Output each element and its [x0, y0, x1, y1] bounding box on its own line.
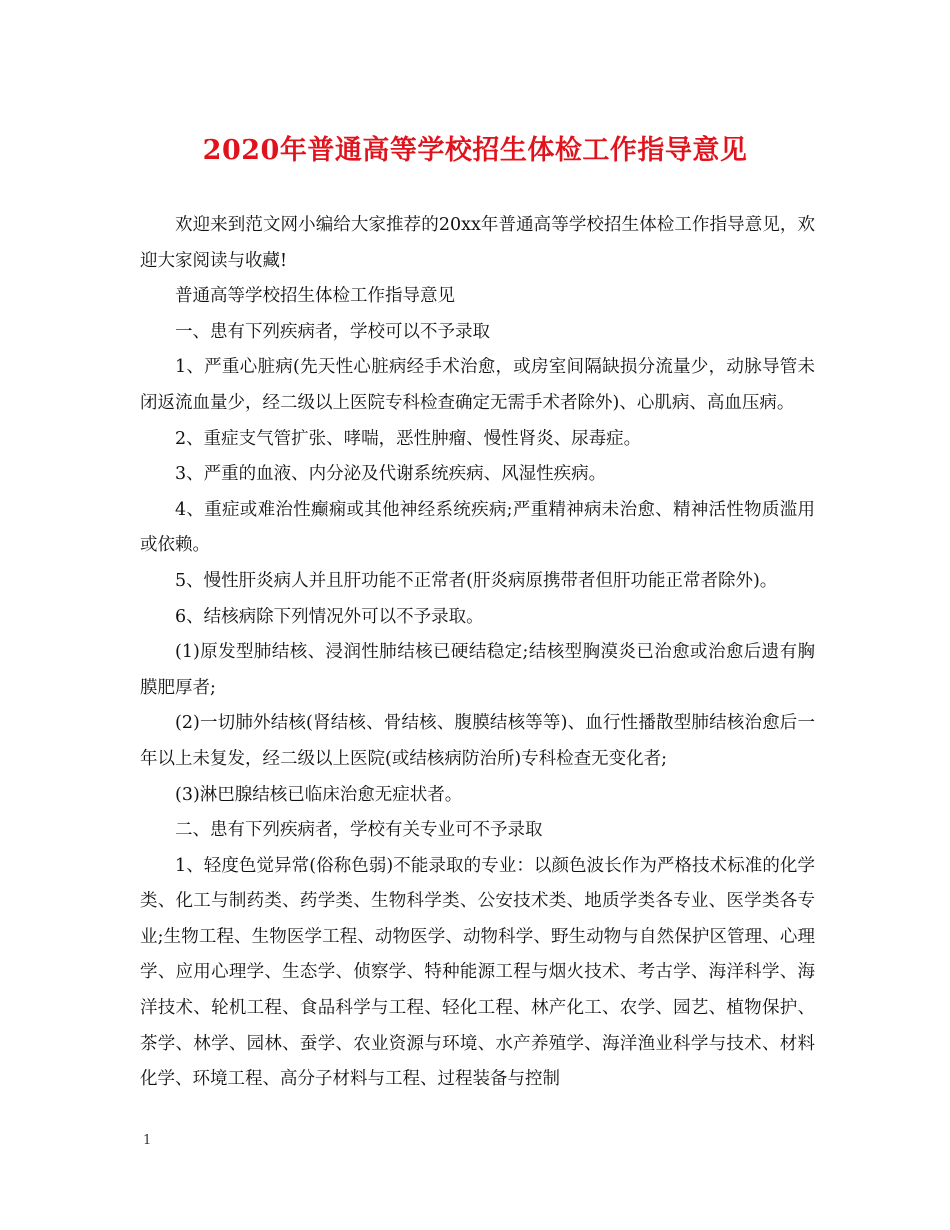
list-item: 3、严重的血液、内分泌及代谢系统疾病、风湿性疾病。 [175, 464, 607, 485]
sub-list-item: (1)原发型肺结核、浸润性肺结核已硬结稳定;结核型胸漠炎已治愈或治愈后遗有胸膜肥厚者; [140, 642, 815, 698]
paragraph-subtitle: 普通高等学校招生体检工作指导意见 [175, 286, 455, 307]
document-title: 2020年普通高等学校招生体检工作指导意见 [202, 135, 748, 166]
section-heading-1: 一、患有下列疾病者，学校可以不予录取 [175, 321, 490, 342]
list-item: 6、结核病除下列情况外可以不予录取。 [175, 606, 484, 627]
section-heading-2: 二、患有下列疾病者，学校有关专业可不予录取 [175, 820, 543, 841]
paragraph-intro: 欢迎来到范文网小编给大家推荐的20xx年普通高等学校招生体检工作指导意见，欢迎大家阅读与收藏! [140, 215, 815, 271]
page-number: 1 [143, 1133, 152, 1148]
list-item: 1、严重心脏病(先天性心脏病经手术治愈，或房室间隔缺损分流量少，动脉导管未闭返流血量少，经二级以上医院专科检查确定无需手术者除外)、心肌病、高血压病。 [140, 357, 815, 413]
list-item: 4、重症或难治性癫痫或其他神经系统疾病;严重精神病未治愈、精神活性物质滥用或依赖。 [140, 499, 815, 556]
list-item: 5、慢性肝炎病人并且肝功能不正常者(肝炎病原携带者但肝功能正常者除外)。 [175, 570, 778, 591]
sub-list-item: (2)一切肺外结核(肾结核、骨结核、腹膜结核等等)、血行性播散型肺结核治愈后一年以上未复发，经二级以上医院(或结核病防治所)专科检查无变化者; [140, 713, 815, 769]
sub-list-item: (3)淋巴腺结核已临床治愈无症状者。 [175, 784, 463, 805]
document-body [140, 208, 815, 1098]
list-item: 2、重症支气管扩张、哮喘，恶性肿瘤、慢性肾炎、尿毒症。 [175, 428, 642, 449]
list-item: 1、轻度色觉异常(俗称色弱)不能录取的专业：以颜色波长作为严格技术标准的化学类、化工与制药类、药学类、生物科学类、公安技术类、地质学类各专业、医学类各专业;生物工程、生物医学工程、动物医学、动物科学、野生动物与自然保护区管理、心理学、应用心理学、生态学、侦察学、特种能源工程与烟火技术、考古学、海洋科学、海洋技术、轮机工程、食品科学与工程、轻化工程、林产化工、农学、园艺、植物保护、茶学、林学、园林、蚕学、农业资源与环境、水产养殖学、海洋渔业科学与技术、材料化学、环境工程、高分子材料与工程、过程装备与控制 [140, 855, 815, 1090]
